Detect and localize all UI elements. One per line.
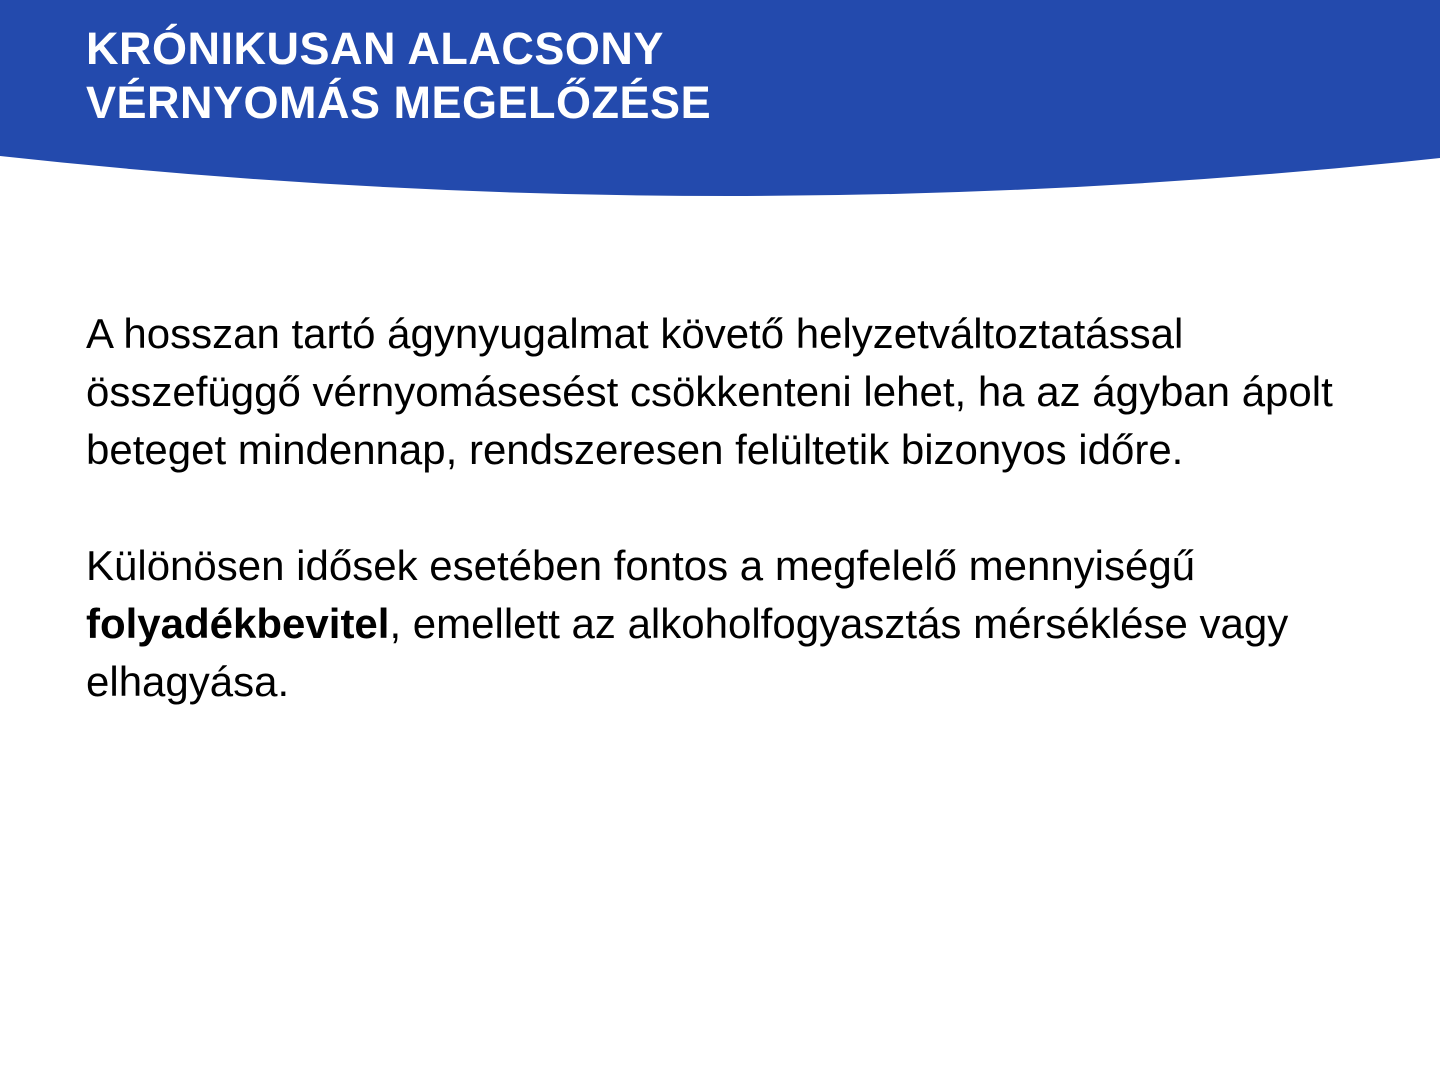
paragraph-bed-rest: A hosszan tartó ágynyugalmat követő helyzetváltoztatással összefüggő vérnyomásesést csökkenteni lehet, ha az ágyban ápolt beteget mindennap, rendszeresen felültetik bizonyos időre. — [86, 310, 1333, 473]
fluid-intake-emphasis: folyadékbevitel — [86, 600, 390, 647]
paragraph-fluid-intake — [86, 537, 1386, 711]
paragraph-fluid-intake-before: Különösen idősek esetében fontos a megfelelő mennyiségű — [86, 542, 1196, 589]
slide-body — [86, 305, 1386, 711]
paragraph-fluid-intake-after: , emellett az alkoholfogyasztás mérséklése vagy elhagyása. — [86, 600, 1289, 705]
slide-title-line-2: VÉRNYOMÁS MEGELŐZÉSE — [86, 77, 712, 128]
slide-title — [86, 22, 711, 130]
slide-title-line-1: KRÓNIKUSAN ALACSONY — [86, 23, 664, 74]
